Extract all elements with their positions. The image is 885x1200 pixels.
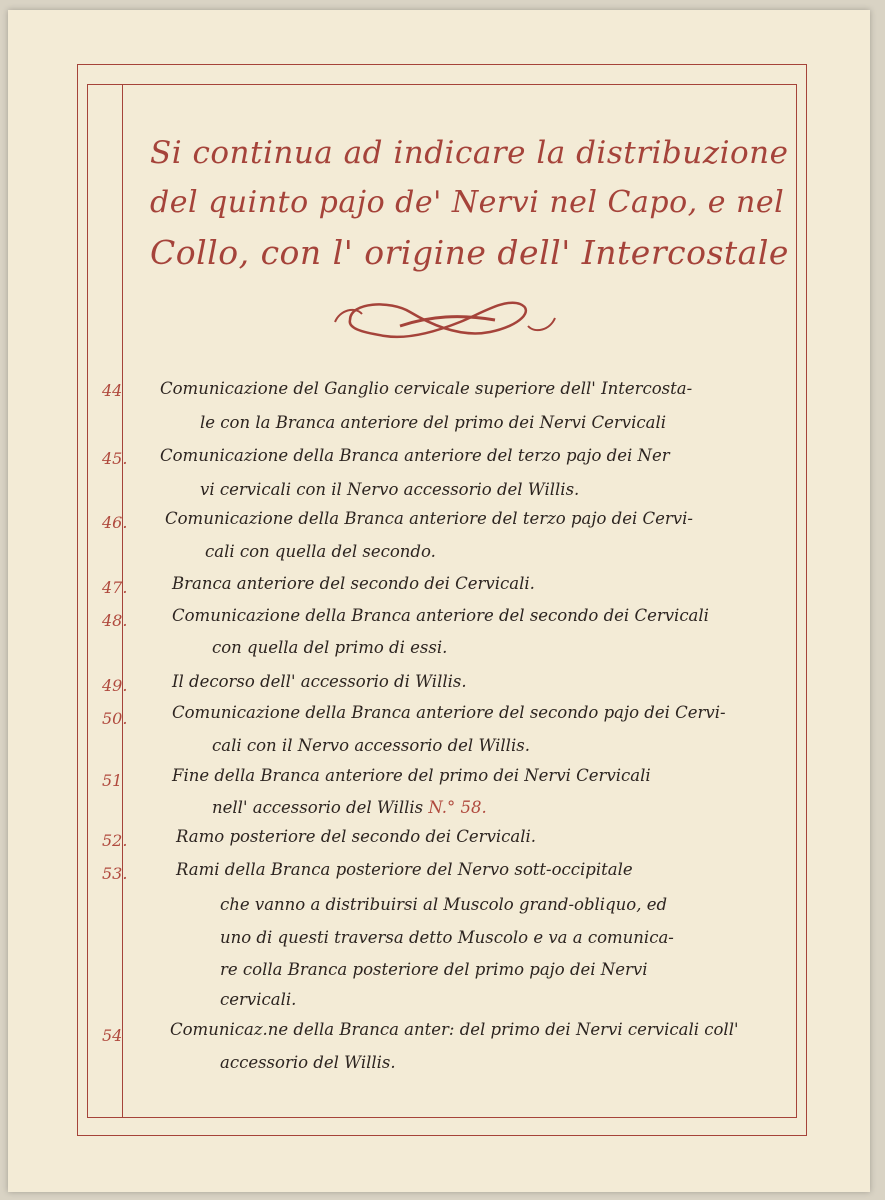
entry-line: Comunicaz.ne della Branca anter: del primo dei Nervi cervicali coll' <box>170 1020 739 1039</box>
entry-line-text: nell' accessorio del Willis <box>212 798 424 817</box>
entry-number: 51 <box>102 771 123 790</box>
entry-line: che vanno a distribuirsi al Muscolo grand-obliquo, ed <box>220 895 668 914</box>
entry-number: 54 <box>102 1026 123 1045</box>
entry-line: Comunicazione del Ganglio cervicale superiore dell' Intercosta- <box>160 379 693 398</box>
calligraphic-flourish-icon <box>330 292 560 348</box>
title-line: Si continua ad indicare la distribuzione <box>150 135 789 171</box>
entry-line: con quella del primo di essi. <box>212 638 448 657</box>
entry-line: Fine della Branca anteriore del primo dei Nervi Cervicali <box>172 766 651 785</box>
entry-line: Comunicazione della Branca anteriore del secondo dei Cervicali <box>172 606 709 625</box>
page-title <box>150 128 790 278</box>
entry-line: re colla Branca posteriore del primo pajo dei Nervi <box>220 960 648 979</box>
entry-number: 47. <box>102 578 128 597</box>
entry-number: 50. <box>102 709 128 728</box>
entry-number: 44 <box>102 381 123 400</box>
entry-line: cali con il Nervo accessorio del Willis. <box>212 736 530 755</box>
entry-line: Branca anteriore del secondo dei Cervicali. <box>172 574 535 593</box>
entry-line: le con la Branca anteriore del primo dei Nervi Cervicali <box>200 413 667 432</box>
entry-line: accessorio del Willis. <box>220 1053 396 1072</box>
entry-line <box>212 798 487 817</box>
entry-line: Comunicazione della Branca anteriore del terzo pajo dei Ner <box>160 446 670 465</box>
entry-line: Il decorso dell' accessorio di Willis. <box>172 672 467 691</box>
entry-line: Comunicazione della Branca anteriore del secondo pajo dei Cervi- <box>172 703 726 722</box>
entry-number: 49. <box>102 676 128 695</box>
entry-line: Rami della Branca posteriore del Nervo sott-occipitale <box>176 860 633 879</box>
entry-number: 48. <box>102 611 128 630</box>
entry-number: 45. <box>102 449 128 468</box>
entry-line: uno di questi traversa detto Muscolo e va a comunica- <box>220 928 674 947</box>
title-line: del quinto pajo de' Nervi nel Capo, e nel <box>150 185 785 220</box>
entry-line: cali con quella del secondo. <box>205 542 436 561</box>
entry-line: Ramo posteriore del secondo dei Cervicali. <box>176 827 537 846</box>
entry-line: vi cervicali con il Nervo accessorio del Willis. <box>200 480 580 499</box>
entry-number: 53. <box>102 864 128 883</box>
entry-line: Comunicazione della Branca anteriore del terzo pajo dei Cervi- <box>165 509 693 528</box>
cross-reference: N.° 58. <box>428 798 487 817</box>
entry-line: cervicali. <box>220 990 297 1009</box>
entry-number: 46. <box>102 513 128 532</box>
margin-rule <box>122 84 123 1118</box>
entry-number: 52. <box>102 831 128 850</box>
title-line: Collo, con l' origine dell' Intercostale <box>150 233 789 272</box>
